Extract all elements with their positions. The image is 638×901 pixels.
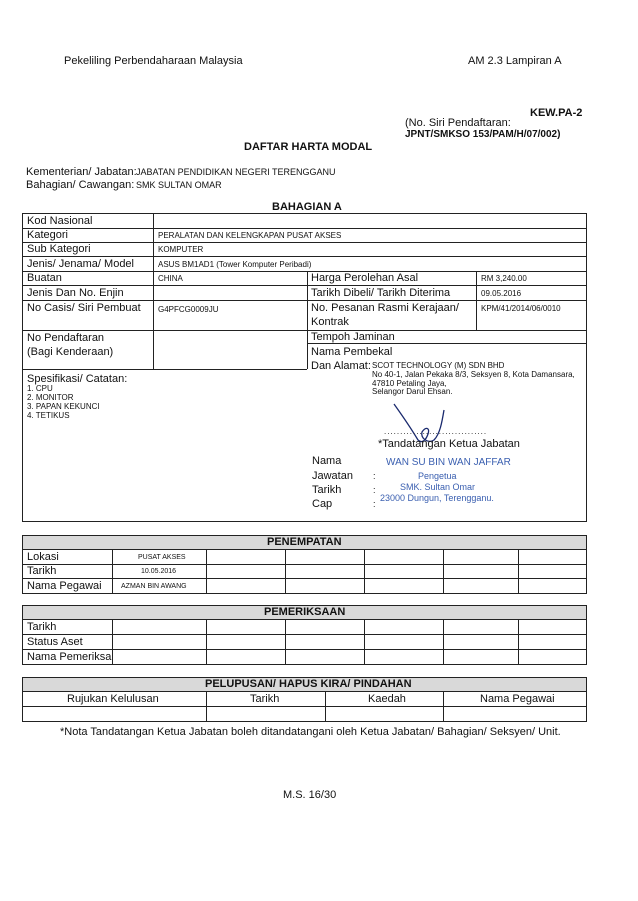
pesanan-label-1: No. Pesanan Rasmi Kerajaan/ bbox=[311, 302, 459, 314]
pelupusan-col-header: Rujukan Kelulusan bbox=[67, 693, 159, 705]
kategori-value: PERALATAN DAN KELENGKAPAN PUSAT AKSES bbox=[158, 231, 342, 240]
pemeriksaan-title: PEMERIKSAAN bbox=[264, 606, 346, 618]
jaminan-label: Tempoh Jaminan bbox=[311, 331, 395, 343]
spec-item: 2. MONITOR bbox=[27, 393, 74, 402]
signature-label: *Tandatangan Ketua Jabatan bbox=[378, 438, 520, 450]
pembekal-address: Selangor Darul Ehsan. bbox=[372, 387, 453, 396]
tarikh-dibeli-label: Tarikh Dibeli/ Tarikh Diterima bbox=[311, 287, 451, 299]
pesanan-label-2: Kontrak bbox=[311, 316, 349, 328]
pembekal-label: Nama Pembekal bbox=[311, 346, 393, 358]
nama-label: Nama bbox=[312, 455, 342, 467]
header-right: AM 2.3 Lampiran A bbox=[468, 55, 562, 67]
pesanan-value: KPM/41/2014/06/0010 bbox=[481, 304, 561, 313]
spec-item: 4. TETIKUS bbox=[27, 411, 70, 420]
penempatan-row-label: Tarikh bbox=[27, 565, 57, 577]
colon: : bbox=[373, 471, 376, 481]
pemeriksaan-row-label: Nama Pemeriksa bbox=[27, 651, 112, 663]
tarikh-dibeli-value: 09.05.2016 bbox=[481, 289, 522, 298]
pelupusan-col-header: Kaedah bbox=[368, 693, 406, 705]
pembekal-name: SCOT TECHNOLOGY (M) SDN BHD bbox=[372, 361, 505, 370]
alamat-label: Dan Alamat: bbox=[311, 360, 371, 372]
no-siri-label: (No. Siri Pendaftaran: bbox=[405, 117, 511, 129]
spec-item: 1. CPU bbox=[27, 384, 53, 393]
cap-label: Cap bbox=[312, 498, 333, 510]
bahagian-value: SMK SULTAN OMAR bbox=[136, 180, 222, 190]
enjin-label: Jenis Dan No. Enjin bbox=[27, 287, 124, 299]
footnote: *Nota Tandatangan Ketua Jabatan boleh ditandatangani oleh Ketua Jabatan/ Bahagian/ Seksyen/ Unit. bbox=[60, 726, 561, 738]
pendaftaran-label-1: No Pendaftaran bbox=[27, 332, 105, 344]
signature-dotted-line: ................................ bbox=[384, 427, 488, 436]
pelupusan-col-header: Nama Pegawai bbox=[480, 693, 555, 705]
spec-item: 3. PAPAN KEKUNCI bbox=[27, 402, 100, 411]
pelupusan-col-header: Tarikh bbox=[250, 693, 280, 705]
sub-kategori-value: KOMPUTER bbox=[158, 245, 204, 254]
penempatan-row-label: Nama Pegawai bbox=[27, 580, 102, 592]
pembekal-address: 47810 Petaling Jaya, bbox=[372, 379, 447, 388]
tarikh-label: Tarikh bbox=[312, 484, 342, 496]
penempatan-row-label: Lokasi bbox=[27, 551, 59, 563]
penempatan-row-value: 10.05.2016 bbox=[141, 568, 177, 575]
pendaftaran-label-2: (Bagi Kenderaan) bbox=[27, 346, 114, 358]
harga-label: Harga Perolehan Asal bbox=[311, 272, 419, 284]
bahagian-label: Bahagian/ Cawangan: bbox=[26, 179, 135, 191]
casis-value: G4PFCG0009JU bbox=[158, 305, 219, 314]
casis-label: No Casis/ Siri Pembuat bbox=[27, 302, 141, 314]
page-title: DAFTAR HARTA MODAL bbox=[244, 141, 373, 153]
pelupusan-title: PELUPUSAN/ HAPUS KIRA/ PINDAHAN bbox=[205, 678, 412, 690]
kategori-label: Kategori bbox=[27, 229, 68, 241]
pemeriksaan-row-label: Tarikh bbox=[27, 621, 57, 633]
harga-value: RM 3,240.00 bbox=[481, 274, 527, 283]
section-a-title: BAHAGIAN A bbox=[272, 201, 342, 213]
kementerian-label: Kementerian/ Jabatan: bbox=[26, 166, 137, 178]
kementerian-value: JABATAN PENDIDIKAN NEGERI TERENGGANU bbox=[136, 167, 336, 177]
buatan-label: Buatan bbox=[27, 272, 62, 284]
stamp-position: Pengetua bbox=[418, 471, 457, 481]
buatan-value: CHINA bbox=[158, 274, 183, 283]
sub-kategori-label: Sub Kategori bbox=[27, 243, 91, 255]
page-number: M.S. 16/30 bbox=[283, 789, 337, 801]
pembekal-address: No 40-1, Jalan Pekaka 8/3, Seksyen 8, Kota Damansara, bbox=[372, 370, 575, 379]
no-siri-value: JPNT/SMKSO 153/PAM/H/07/002) bbox=[405, 129, 561, 140]
stamp-address: 23000 Dungun, Terengganu. bbox=[380, 493, 494, 503]
colon: : bbox=[373, 499, 376, 509]
spesifikasi-label: Spesifikasi/ Catatan: bbox=[27, 373, 128, 385]
stamp-name: WAN SU BIN WAN JAFFAR bbox=[386, 457, 511, 468]
kod-nasional-label: Kod Nasional bbox=[27, 215, 93, 227]
jenis-value: ASUS BM1AD1 (Tower Komputer Peribadi) bbox=[158, 260, 312, 269]
header-left: Pekeliling Perbendaharaan Malaysia bbox=[64, 55, 243, 67]
jenis-label: Jenis/ Jenama/ Model bbox=[27, 258, 134, 270]
penempatan-title: PENEMPATAN bbox=[267, 536, 342, 548]
penempatan-row-value: PUSAT AKSES bbox=[138, 554, 186, 561]
pemeriksaan-row-label: Status Aset bbox=[27, 636, 83, 648]
penempatan-row-value: AZMAN BIN AWANG bbox=[121, 583, 187, 590]
form-code: KEW.PA-2 bbox=[530, 107, 583, 119]
stamp-school: SMK. Sultan Omar bbox=[400, 482, 476, 492]
colon: : bbox=[373, 485, 376, 495]
jawatan-label: Jawatan bbox=[312, 470, 353, 482]
